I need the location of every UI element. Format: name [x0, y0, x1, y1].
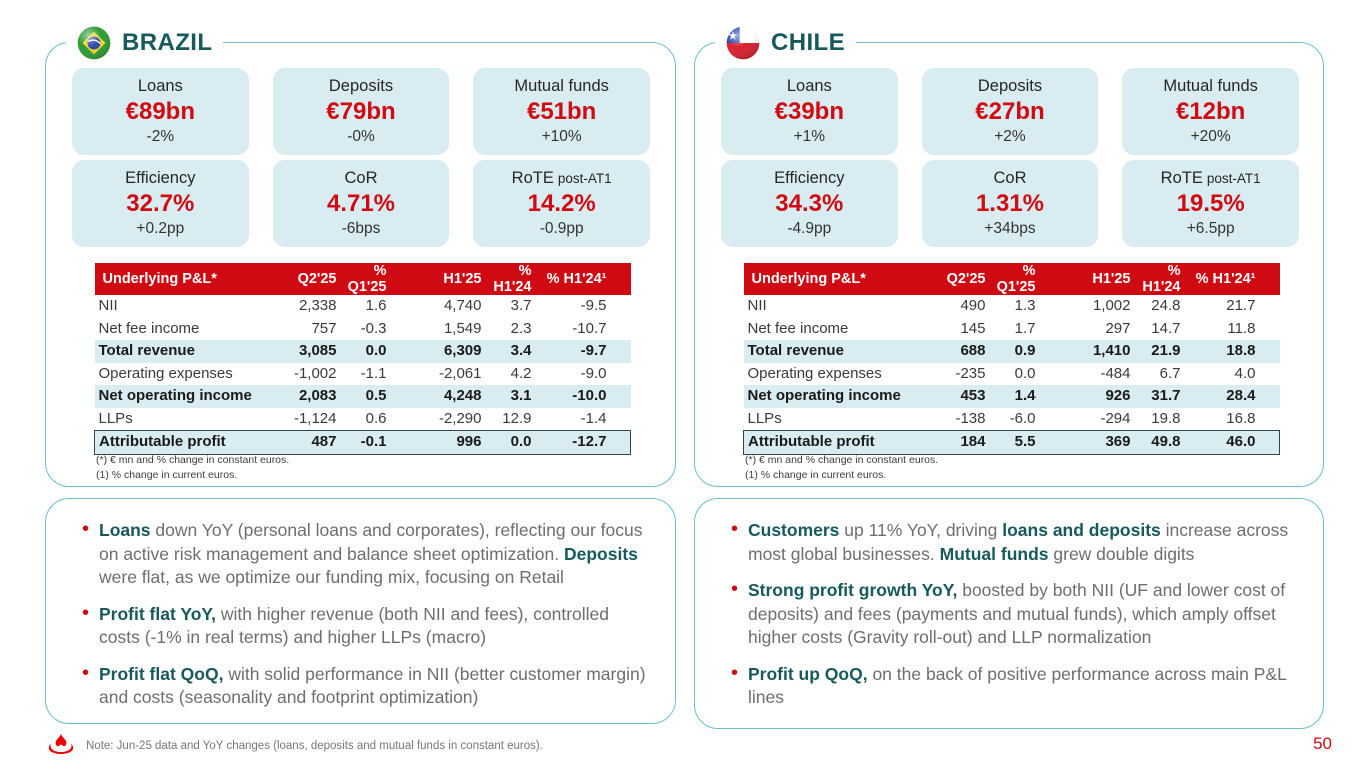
col-header: Q2'25: [245, 263, 337, 295]
bullet-text: down YoY (personal loans and corporates), reflecting our focus on active risk management and balance sheet optimization.: [99, 520, 643, 564]
col-header: H1'25: [1036, 263, 1131, 295]
cell-value: -294: [1100, 409, 1131, 427]
cell-value: 18.8: [1181, 340, 1256, 363]
card-label: Loans: [786, 77, 832, 95]
chile-pl-table: [743, 263, 1280, 455]
card-value: 14.2%: [527, 190, 596, 217]
cell-value: 16.8: [1226, 409, 1256, 427]
card-label: Deposits: [328, 77, 394, 95]
cell-value: -1.1: [360, 364, 387, 382]
cell-value: 926: [1036, 385, 1131, 408]
row-label: Attributable profit: [744, 431, 894, 455]
bullet-text: boosted by both NII (UF and lower cost of deposits) and fees (payments and mutual funds), which amply offset higher costs (Gravity roll-out) and LLP normalization: [748, 580, 1286, 647]
card-label: Deposits: [977, 77, 1043, 95]
card-value: €39bn: [774, 98, 845, 125]
row-spacer: [1256, 340, 1280, 363]
card-change: +6.5pp: [1186, 220, 1235, 237]
row-label: NII: [747, 297, 767, 314]
cell-value: 487: [245, 431, 337, 455]
santander-flame-icon: [47, 731, 75, 759]
card-value: €89bn: [125, 98, 196, 125]
cell-value: 145: [960, 319, 986, 337]
table-row: [744, 385, 1280, 408]
table-header-row: [744, 263, 1280, 295]
card-change: +2%: [994, 128, 1026, 145]
cell-value: 0.6: [365, 409, 387, 427]
row-label: Operating expenses: [747, 364, 882, 382]
cell-value: -12.7: [532, 431, 607, 455]
row-spacer: [607, 408, 631, 431]
row-spacer: [1256, 431, 1280, 455]
row-label: Net fee income: [747, 319, 849, 337]
row-spacer: [607, 318, 631, 341]
cell-value: 490: [960, 297, 986, 314]
row-spacer: [607, 431, 631, 455]
cell-value: 4,248: [387, 385, 482, 408]
card-value: 19.5%: [1176, 190, 1245, 217]
cell-value: -0.3: [360, 319, 387, 337]
cell-value: 49.8: [1131, 431, 1181, 455]
brazil-panel: [45, 29, 676, 487]
metric-card-efficiency: [72, 160, 249, 247]
cell-value: -235: [955, 364, 986, 382]
card-value: €27bn: [975, 98, 1045, 125]
bullet-item: [731, 519, 1299, 566]
table-row: [744, 431, 1280, 455]
cell-value: -9.0: [580, 364, 607, 382]
cell-value: 4,740: [443, 297, 482, 314]
card-change: +0.2pp: [136, 220, 185, 237]
bullet-text: increase across most global businesses.: [748, 520, 1289, 564]
cell-value: 996: [387, 431, 482, 455]
cell-value: 3,085: [245, 340, 337, 363]
card-value: €79bn: [326, 98, 396, 125]
cell-value: 28.4: [1181, 385, 1256, 408]
bullet-text: with higher revenue (both NII and fees), controlled costs (-1% in real terms) and higher LLPs (macro): [99, 603, 610, 647]
table-row: [95, 408, 631, 431]
bullet-text: grew double digits: [1048, 543, 1195, 564]
bullet-text: on the back of positive performance across main P&L lines: [748, 663, 1287, 707]
row-label: NII: [98, 297, 118, 314]
row-label: Net operating income: [744, 385, 894, 408]
card-change: +20%: [1190, 128, 1231, 145]
brazil-pl-table: [94, 263, 631, 455]
table-row: [95, 340, 631, 363]
brazil-commentary-panel: [45, 498, 676, 724]
cell-value: -1,002: [293, 364, 337, 382]
metric-card-loans: [72, 68, 249, 155]
brazil-bullet-list: [46, 499, 675, 710]
card-value: 32.7%: [126, 190, 195, 217]
footer-note: Note: Jun-25 data and YoY changes (loans, deposits and mutual funds in constant euros).: [86, 740, 543, 752]
cell-value: 11.8: [1227, 319, 1256, 337]
cell-value: -6.0: [1009, 409, 1036, 427]
cell-value: 3.1: [482, 385, 532, 408]
chile-title: CHILE: [771, 29, 845, 56]
bullet-item: [82, 663, 651, 710]
card-change: -0.9pp: [539, 220, 584, 237]
bullet-item: [731, 579, 1299, 650]
col-header: % H1'24: [1131, 263, 1181, 295]
cell-value: 757: [311, 319, 337, 337]
row-spacer: [1256, 385, 1280, 408]
col-header-spacer: [1256, 263, 1280, 295]
col-header: % H1'24¹: [1181, 263, 1256, 295]
cell-value: 297: [1105, 319, 1131, 337]
brazil-header: [66, 24, 223, 62]
bullet-item: [82, 603, 651, 650]
row-label: Total revenue: [95, 340, 245, 363]
chile-header: [715, 24, 856, 62]
cell-value: 24.8: [1151, 297, 1181, 314]
row-label: Net fee income: [98, 319, 200, 337]
row-spacer: [1256, 295, 1280, 318]
table-header-row: [95, 263, 631, 295]
card-label: CoR: [344, 169, 378, 187]
footnote: (*) € mn and % change in constant euros.: [96, 454, 290, 466]
col-header: H1'25: [387, 263, 482, 295]
cell-value: 0.9: [986, 340, 1036, 363]
col-header: % H1'24¹: [532, 263, 607, 295]
chile-commentary-panel: [694, 498, 1324, 729]
table-row: [744, 340, 1280, 363]
bullet-highlight-text: Customers: [748, 520, 840, 540]
cell-value: -0.1: [337, 431, 387, 455]
row-label: Total revenue: [744, 340, 894, 363]
cell-value: -2,061: [438, 364, 482, 382]
metric-card-mutual-funds: [473, 68, 650, 155]
card-value: €51bn: [526, 98, 597, 125]
bullet-text: up 11% YoY, driving: [839, 520, 1003, 540]
metric-card-cor: [273, 160, 450, 247]
cell-value: 0.5: [337, 385, 387, 408]
metric-card-deposits: [922, 68, 1099, 155]
card-label: Loans: [137, 77, 183, 95]
table-row: [744, 408, 1280, 431]
card-value: 4.71%: [326, 190, 396, 217]
row-label: Operating expenses: [98, 364, 233, 382]
cell-value: -1.4: [580, 409, 607, 427]
cell-value: -484: [1100, 364, 1131, 382]
bullet-highlight-text: Strong profit growth YoY,: [748, 580, 958, 600]
table-row: [95, 295, 631, 318]
bullet-text: were flat, as we optimize our funding mix, focusing on Retail: [99, 567, 564, 587]
table-footnotes: [96, 453, 289, 483]
col-header: Underlying P&L*: [744, 263, 894, 295]
cell-value: 3.4: [482, 340, 532, 363]
footnote: (1) % change in current euros.: [745, 469, 887, 481]
cell-value: 0.0: [482, 431, 532, 455]
cell-value: -9.7: [532, 340, 607, 363]
cell-value: 1,549: [443, 319, 482, 337]
bullet-text: with solid performance in NII (better customer margin) and costs (seasonality and footprint optimization): [99, 663, 646, 707]
cell-value: 184: [894, 431, 986, 455]
cell-value: 1,410: [1036, 340, 1131, 363]
cell-value: 46.0: [1181, 431, 1256, 455]
row-spacer: [1256, 408, 1280, 431]
brazil-flag-icon: [77, 26, 111, 60]
cell-value: 4.0: [1234, 364, 1256, 382]
cell-value: 6,309: [387, 340, 482, 363]
metric-card-rote: [1122, 160, 1299, 247]
bullet-highlight-text: Profit flat YoY,: [99, 603, 217, 624]
card-value: €12bn: [1175, 98, 1246, 125]
row-spacer: [607, 385, 631, 408]
cell-value: 3.7: [510, 297, 532, 314]
cell-value: 369: [1036, 431, 1131, 455]
table-footnotes: [745, 453, 938, 483]
chile-cards: [721, 68, 1299, 247]
col-header: % H1'24: [482, 263, 532, 295]
card-label: RoTE post-AT1: [1160, 169, 1261, 187]
card-change: +10%: [541, 128, 582, 145]
cell-value: 4.2: [510, 364, 532, 382]
bullet-highlight-text: Deposits: [564, 543, 638, 564]
card-change: +1%: [793, 128, 826, 145]
card-change: -6bps: [341, 220, 381, 237]
table-row: [744, 318, 1280, 341]
card-label: Efficiency: [774, 169, 845, 187]
cell-value: 1.7: [1014, 319, 1036, 337]
card-label: Mutual funds: [514, 77, 609, 95]
chile-panel: [694, 29, 1324, 487]
col-header: Underlying P&L*: [95, 263, 245, 295]
col-header: % Q1'25: [986, 263, 1036, 295]
cell-value: 19.8: [1151, 409, 1181, 427]
cell-value: -10.0: [532, 385, 607, 408]
bullet-item: [731, 663, 1299, 710]
card-label: Efficiency: [125, 169, 196, 187]
cell-value: 6.7: [1159, 364, 1181, 382]
cell-value: 2,083: [245, 385, 337, 408]
card-value: 1.31%: [975, 190, 1045, 217]
brazil-cards: [72, 68, 650, 247]
col-header: Q2'25: [894, 263, 986, 295]
bullet-highlight-text: Profit up QoQ,: [748, 663, 868, 684]
card-change: -2%: [146, 128, 175, 145]
table-row: [744, 363, 1280, 386]
bullet-highlight-text: Mutual funds: [939, 543, 1049, 564]
cell-value: -138: [955, 409, 986, 427]
metric-card-mutual-funds: [1122, 68, 1299, 155]
chile-bullet-list: [695, 499, 1323, 710]
table-row: [95, 318, 631, 341]
bullet-highlight-text: Profit flat QoQ,: [99, 663, 224, 684]
card-label: CoR: [993, 169, 1027, 187]
row-spacer: [607, 363, 631, 386]
metric-card-loans: [721, 68, 898, 155]
bullet-item: [82, 519, 651, 590]
row-spacer: [1256, 363, 1280, 386]
cell-value: 1.3: [1014, 297, 1036, 314]
footnote: (*) € mn and % change in constant euros.: [745, 454, 939, 466]
cell-value: -9.5: [580, 297, 607, 314]
table-row: [744, 295, 1280, 318]
row-label: Net operating income: [95, 385, 245, 408]
metric-card-rote: [473, 160, 650, 247]
table-row: [95, 363, 631, 386]
card-change: +34bps: [984, 220, 1036, 237]
card-label: RoTE post-AT1: [511, 169, 612, 187]
card-value: 34.3%: [775, 190, 844, 217]
cell-value: -1,124: [293, 409, 337, 427]
cell-value: 688: [894, 340, 986, 363]
row-spacer: [607, 295, 631, 318]
table-row: [95, 385, 631, 408]
col-header: % Q1'25: [337, 263, 387, 295]
metric-card-deposits: [273, 68, 450, 155]
row-label: LLPs: [747, 409, 782, 427]
cell-value: 1.4: [986, 385, 1036, 408]
cell-value: 31.7: [1131, 385, 1181, 408]
metric-card-efficiency: [721, 160, 898, 247]
cell-value: 0.0: [1014, 364, 1036, 382]
brazil-title: BRAZIL: [122, 29, 213, 56]
bullet-highlight-text: loans and deposits: [1002, 520, 1161, 540]
col-header-spacer: [607, 263, 631, 295]
card-change: -4.9pp: [787, 220, 832, 237]
bullet-highlight-text: Loans: [99, 520, 151, 540]
cell-value: 2,338: [298, 297, 337, 314]
cell-value: 5.5: [986, 431, 1036, 455]
cell-value: 453: [894, 385, 986, 408]
row-spacer: [607, 340, 631, 363]
row-label: Attributable profit: [95, 431, 245, 455]
page-number: 50: [1313, 734, 1332, 753]
card-label: Mutual funds: [1163, 77, 1258, 95]
cell-value: 0.0: [337, 340, 387, 363]
cell-value: 14.7: [1151, 319, 1181, 337]
cell-value: -10.7: [572, 319, 607, 337]
cell-value: 1,002: [1092, 297, 1131, 314]
table-row: [95, 431, 631, 455]
metric-card-cor: [922, 160, 1099, 247]
cell-value: 21.7: [1226, 297, 1256, 314]
row-label: LLPs: [98, 409, 133, 427]
cell-value: 1.6: [365, 297, 387, 314]
footnote: (1) % change in current euros.: [96, 469, 238, 481]
cell-value: 2.3: [510, 319, 532, 337]
card-change: -0%: [347, 128, 375, 145]
cell-value: 21.9: [1131, 340, 1181, 363]
chile-flag-icon: [726, 26, 760, 60]
cell-value: 12.9: [502, 409, 532, 427]
cell-value: -2,290: [438, 409, 482, 427]
row-spacer: [1256, 318, 1280, 341]
